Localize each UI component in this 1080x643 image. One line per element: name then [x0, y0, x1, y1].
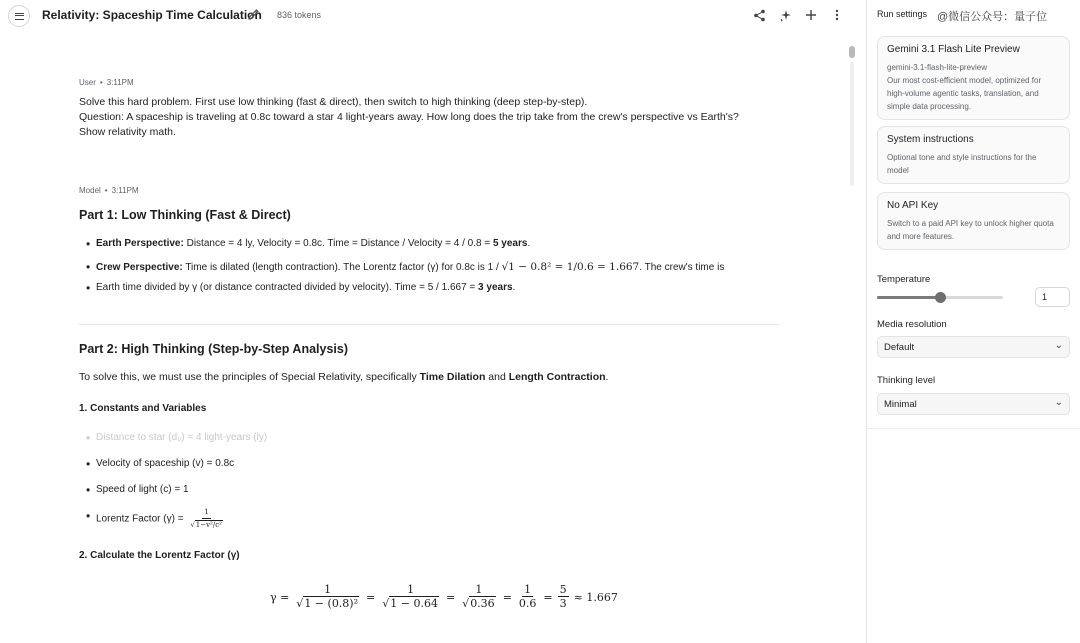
scrollbar-thumb[interactable] [849, 46, 855, 58]
part2-heading: Part 2: High Thinking (Step-by-Step Analysis) [79, 342, 349, 356]
system-instructions-desc: Optional tone and style instructions for the model [887, 153, 1037, 175]
thinking-level-label: Thinking level [877, 375, 936, 386]
user-message-line-3: Show relativity math. [79, 126, 176, 138]
time-dilation-term: Time Dilation [419, 371, 486, 383]
crew-text-a: Time is dilated (length contraction). The Lorentz factor (γ) for 0.8c is 1 / [182, 262, 502, 273]
length-contraction-term: Length Contraction [508, 371, 606, 383]
model-timestamp: 3:11PM [111, 186, 139, 195]
panel-divider [867, 428, 1080, 429]
constants-heading: 1. Constants and Variables [79, 403, 207, 414]
media-resolution-value: Default [884, 342, 915, 353]
temperature-slider-fill [877, 296, 940, 299]
crew-perspective-item [96, 257, 796, 278]
velocity-item: • Velocity of spaceship (v) = 0.8c [96, 454, 234, 474]
earth-result: 5 years [492, 238, 528, 249]
distance-item: • Distance to star (d₀) = 4 light-years (ly) [96, 428, 267, 448]
top-bar [0, 0, 866, 30]
crew-math: √1 − 0.8² = 1/0.6 = 1.667 [501, 261, 640, 273]
user-message-line-2: Question: A spaceship is traveling at 0.8c toward a star 4 light-years away. How long does the trip take from the crew's perspective vs Earth's? [79, 111, 739, 123]
model-turn-meta: Model • 3:11PM [79, 186, 139, 195]
run-settings-title: Run settings [877, 9, 928, 19]
intro-text: To solve this, we must use the principles of Special Relativity, specifically [79, 371, 420, 383]
watermark: @微信公众号：量子位 [937, 11, 1048, 23]
system-instructions-title: System instructions [887, 134, 974, 145]
media-resolution-label: Media resolution [877, 319, 947, 330]
light-speed-item: • Speed of light (c) = 1 [96, 480, 189, 500]
lorentz-calc-heading: 2. Calculate the Lorentz Factor (γ) [79, 550, 240, 561]
model-role-label: Model [79, 186, 101, 195]
menu-button[interactable] [8, 5, 30, 27]
crew-perspective-item-cont: • Earth time divided by γ (or distance contracted divided by velocity). Time = 5 / 1.667 = 3 years. [96, 278, 796, 298]
part1-heading: Part 1: Low Thinking (Fast & Direct) [79, 208, 291, 222]
edit-icon[interactable] [246, 7, 260, 21]
system-instructions-card[interactable] [877, 126, 1070, 184]
temperature-slider[interactable] [877, 296, 1003, 299]
lorentz-fraction: $\frac{1}{\text{√1−v²/c²}}$ [190, 508, 222, 529]
lorentz-label: Lorentz Factor (γ) = [96, 513, 187, 525]
api-key-title: No API Key [887, 200, 939, 211]
user-timestamp: 3:11PM [106, 78, 134, 87]
lorentz-equation: γ = $\frac{1}{\text{√1 − (0.8)²}}$ = $\frac{1}{√1 - 0.64}$ = $\frac{1}{√0.36}$ = $\frac{1}{0.6}$ = $\frac{5}{3}$ ≈ 1.667 [270, 583, 618, 610]
model-id: gemini-3.1-flash-lite-preview [887, 63, 988, 72]
api-key-desc: Switch to a paid API key to unlock higher quota and more features. [887, 219, 1054, 241]
user-role-label: User [79, 78, 96, 87]
user-turn-meta: User • 3:11PM [79, 78, 134, 87]
user-message-line-1: Solve this hard problem. First use low thinking (fast & direct), then switch to high thinking (deep step-by-step). [79, 96, 588, 108]
crew-result: 3 years [478, 282, 513, 293]
share-icon[interactable] [751, 6, 767, 24]
crew-text-c: Earth time divided by γ (or distance contracted divided by velocity). Time = 5 / 1.667 = [96, 282, 479, 293]
page-title: Relativity: Spaceship Time Calculation [42, 8, 262, 22]
lorentz-item [96, 506, 227, 532]
model-description: Our most cost-efficient model, optimized for high-volume agentic tasks, translation, and simple data processing. [887, 76, 1042, 111]
earth-label: Earth Perspective: [96, 238, 184, 249]
chevron-down-icon: ⌄ [1054, 340, 1063, 351]
earth-text: Distance = 4 ly, Velocity = 0.8c. Time = Distance / Velocity = 4 / 0.8 = [183, 238, 493, 249]
temperature-input[interactable]: 1 [1035, 287, 1070, 307]
crew-text-b: . The crew's time is [639, 262, 725, 273]
thinking-level-value: Minimal [884, 399, 917, 410]
user-message [79, 95, 849, 140]
top-actions [751, 6, 845, 24]
crew-label: Crew Perspective: [96, 262, 183, 273]
temperature-label: Temperature [877, 274, 931, 285]
temperature-slider-handle[interactable] [935, 292, 946, 303]
api-key-card[interactable] [877, 192, 1070, 250]
add-icon[interactable] [803, 6, 819, 24]
section-divider [79, 324, 779, 325]
intro-end: . [605, 371, 609, 383]
model-selector-card[interactable] [877, 36, 1070, 120]
chat-scrollbar[interactable] [849, 44, 855, 186]
scrollbar-track[interactable] [850, 62, 854, 186]
media-resolution-select[interactable] [877, 336, 1070, 358]
model-name: Gemini 3.1 Flash Lite Preview [887, 44, 1020, 55]
thinking-level-select[interactable] [877, 393, 1070, 415]
part2-intro [79, 370, 849, 385]
earth-perspective-item: • Earth Perspective: Distance = 4 ly, Velocity = 0.8c. Time = Distance / Velocity = 4 / 0.8 = 5 years. [96, 234, 796, 254]
run-settings-panel [866, 0, 1080, 643]
menu-icon [15, 13, 24, 20]
intro-and: and [485, 371, 509, 383]
token-count: 836 tokens [277, 10, 322, 20]
compare-icon[interactable] [777, 6, 793, 24]
more-vert-icon[interactable] [829, 6, 845, 24]
chevron-down-icon: ⌄ [1054, 397, 1063, 408]
